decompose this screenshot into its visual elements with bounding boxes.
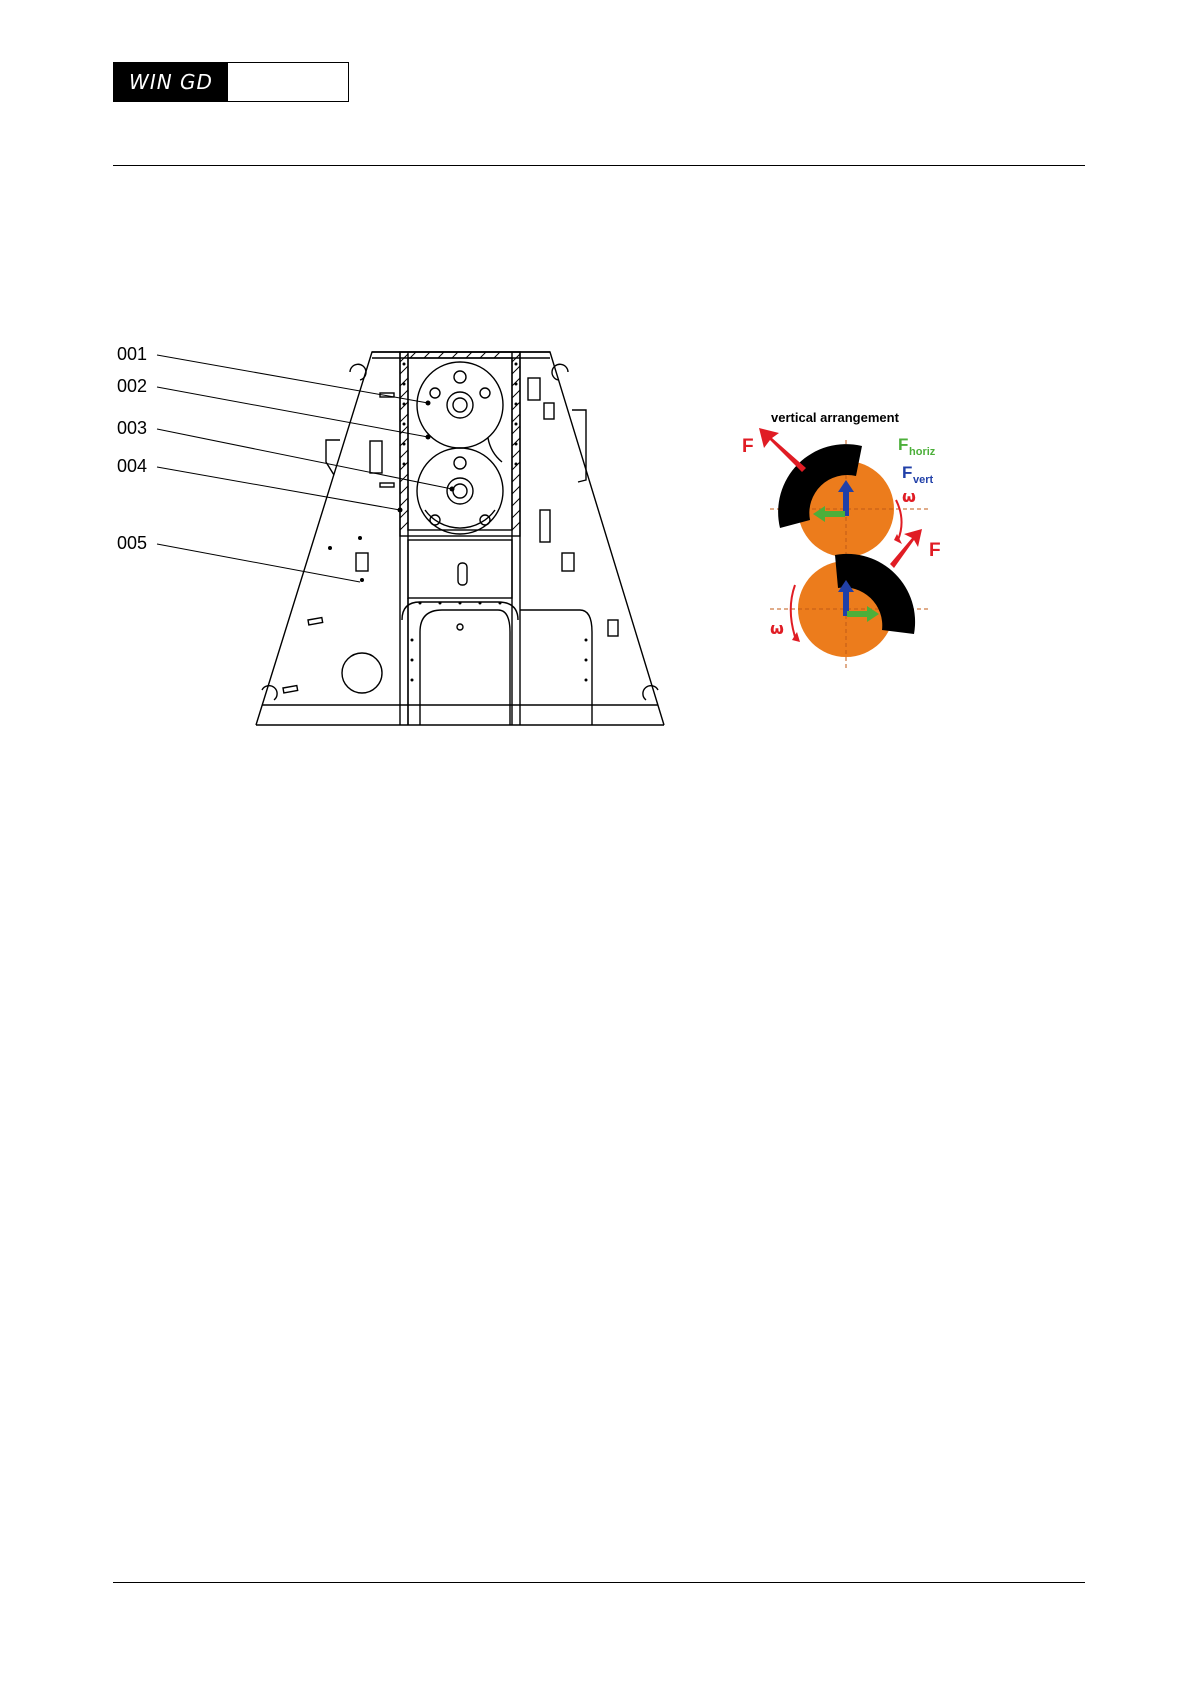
- omega-lower: ω: [770, 619, 784, 638]
- force-label-lower: F: [929, 540, 941, 561]
- footer-rule: [113, 1582, 1085, 1583]
- force-arrow-lower: [890, 529, 922, 568]
- callout-003: 003: [117, 418, 148, 438]
- callout-005: 005: [117, 533, 148, 553]
- balancer-diagram-title: vertical arrangement: [771, 410, 899, 425]
- rotation-arrow-lower: [791, 585, 796, 640]
- callout-001: 001: [117, 344, 148, 364]
- force-arrow-upper: [759, 428, 806, 472]
- f-vert-label-base: F: [902, 463, 913, 482]
- callout-002: 002: [117, 376, 148, 396]
- f-vert-label-sub: vert: [913, 474, 934, 486]
- logo-text: WIN GD: [129, 70, 213, 94]
- rotation-arrow-upper: [896, 500, 902, 540]
- force-label-upper: F: [742, 436, 754, 457]
- f-horiz-label-base: F: [898, 435, 909, 454]
- callout-004: 004: [117, 456, 148, 476]
- omega-upper: ω: [902, 487, 916, 506]
- f-horiz-label-sub: horiz: [909, 446, 936, 458]
